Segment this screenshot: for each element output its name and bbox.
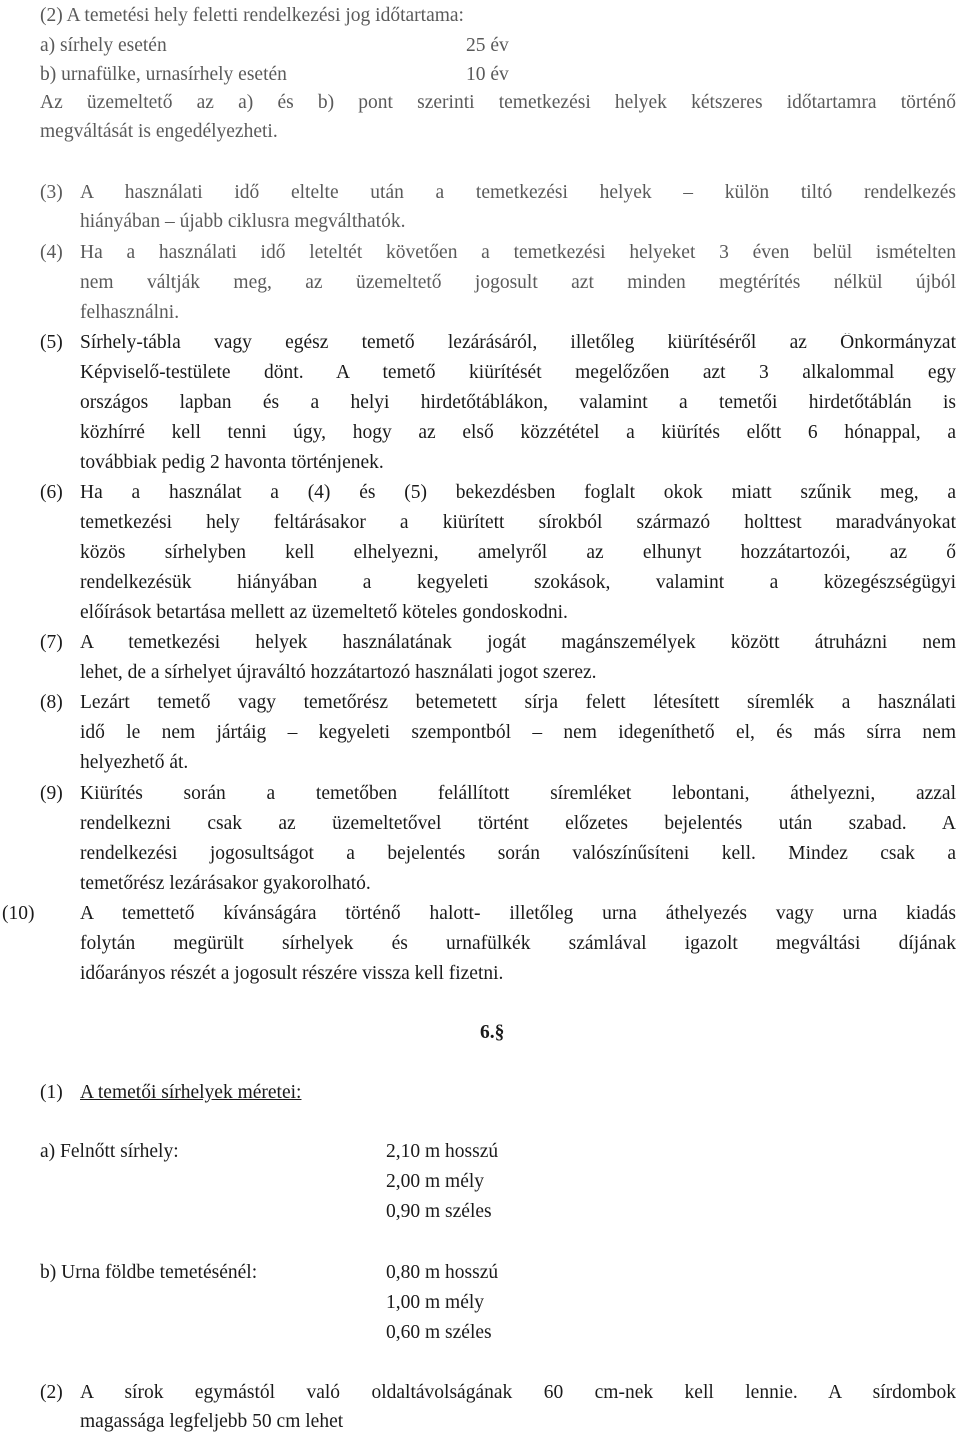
p3-line-2: hiányában – újabb ciklusra megválthatók. [80,211,406,232]
p6-line-5: előírások betartása mellett az üzemeltető köteles gondoskodni. [80,602,568,623]
s6-item-b-label: b) Urna földbe temetésénél: [40,1262,258,1283]
p6-number: (6) [40,482,63,503]
p2-extra-line-1: Az üzemeltető az a) és b) pont szerinti temetkezési helyek kétszeres időtartamra történő [40,93,956,113]
p5-line-5: továbbiak pedig 2 havonta történjenek. [80,452,384,473]
s6-p1-text: A temetői sírhelyek méretei: [80,1082,302,1103]
s6-item-b-length: 0,80 m hosszú [386,1262,499,1283]
p2-item-a-label: a) sírhely esetén [40,35,167,56]
s6-p2-line-1: A sírok egymástól való oldaltávolságának 60 cm-nek kell lennie. A sírdombok [80,1383,956,1403]
p5-line-4: közhírré kell tenni úgy, hogy az első közzététel a kiürítés előtt 6 hónappal, a [80,423,956,443]
p9-line-3: rendelkezési jogosultságot a bejelentés során valószínűsíteni kell. Mindez csak a [80,844,956,864]
p7-line-1: A temetkezési helyek használatának jogát magánszemélyek között átruházni nem [80,633,956,653]
s6-item-b-width: 0,60 m széles [386,1322,492,1343]
p2-item-b-value: 10 év [466,64,509,85]
s6-item-a-label: a) Felnőtt sírhely: [40,1141,179,1162]
p8-line-2: idő le nem jártáig – kegyeleti szempontból – nem idegeníthető el, és más sírra nem [80,723,956,743]
s6-item-a-length: 2,10 m hosszú [386,1141,499,1162]
p3-line-1: A használati idő eltelte után a temetkezési helyek – külön tiltó rendelkezés [80,183,956,203]
p10-number: (10) [2,903,35,924]
p6-line-2: temetkezési hely feltárásakor a kiürített sírokból származó holttest maradványokat [80,513,956,533]
p7-line-2: lehet, de a sírhelyet újraváltó hozzátartozó használati jogot szerez. [80,662,597,683]
p5-line-3: országos lapban és a helyi hirdetőtáblákon, valamint a temetői hirdetőtáblán is [80,393,956,413]
p4-line-1: Ha a használati idő leteltét követően a temetkezési helyeket 3 éven belül ismételten [80,243,956,263]
p2-item-a-value: 25 év [466,35,509,56]
p10-line-2: folytán megürült sírhelyek és urnafülkék számlával igazolt megváltási díjának [80,934,956,954]
p2-intro: (2) A temetési hely feletti rendelkezési jog időtartama: [40,5,464,26]
s6-p2-number: (2) [40,1382,63,1403]
p4-number: (4) [40,242,63,263]
p9-number: (9) [40,783,63,804]
p5-line-2: Képviselő-testülete dönt. A temető kiürítését megelőzően azt 3 alkalommal egy [80,363,956,383]
p2-item-b-label: b) urnafülke, urnasírhely esetén [40,64,287,85]
s6-p2-line-2: magassága legfeljebb 50 cm lehet [80,1411,344,1432]
s6-item-b-depth: 1,00 m mély [386,1292,485,1313]
p8-line-3: helyezhető át. [80,752,189,773]
p10-line-1: A temettető kívánságára történő halott- illetőleg urna áthelyezés vagy urna kiadás [80,904,956,924]
s6-item-a-depth: 2,00 m mély [386,1171,485,1192]
p9-line-1: Kiürítés során a temetőben felállított síremléket lebontani, áthelyezni, azzal [80,784,956,804]
p8-line-1: Lezárt temető vagy temetőrész betemetett sírja felett létesített síremlék a használati [80,693,956,713]
p7-number: (7) [40,632,63,653]
s6-item-a-width: 0,90 m széles [386,1201,492,1222]
p5-number: (5) [40,332,63,353]
p3-number: (3) [40,182,63,203]
s6-p1-number: (1) [40,1082,63,1103]
section-heading: 6.§ [480,1022,505,1043]
p4-line-2: nem váltják meg, az üzemeltető jogosult azt minden megtérítés nélkül újból [80,273,956,293]
p8-number: (8) [40,692,63,713]
p4-line-3: felhasználni. [80,302,180,323]
p6-line-3: közös sírhelyben kell elhelyezni, amelyről az elhunyt hozzátartozói, az ő [80,543,956,563]
p5-line-1: Sírhely-tábla vagy egész temető lezárásáról, illetőleg kiürítéséről az Önkormányzat [80,333,956,353]
p10-line-3: időarányos részét a jogosult részére vissza kell fizetni. [80,963,504,984]
p6-line-1: Ha a használat a (4) és (5) bekezdésben foglalt okok miatt szűnik meg, a [80,483,956,503]
p9-line-2: rendelkezni csak az üzemeltetővel történt előzetes bejelentés után szabad. A [80,814,956,834]
p6-line-4: rendelkezésük hiányában a kegyeleti szokások, valamint a közegészségügyi [80,573,956,593]
p2-extra-line-2: megváltását is engedélyezheti. [40,121,278,142]
p9-line-4: temetőrész lezárásakor gyakorolható. [80,873,371,894]
